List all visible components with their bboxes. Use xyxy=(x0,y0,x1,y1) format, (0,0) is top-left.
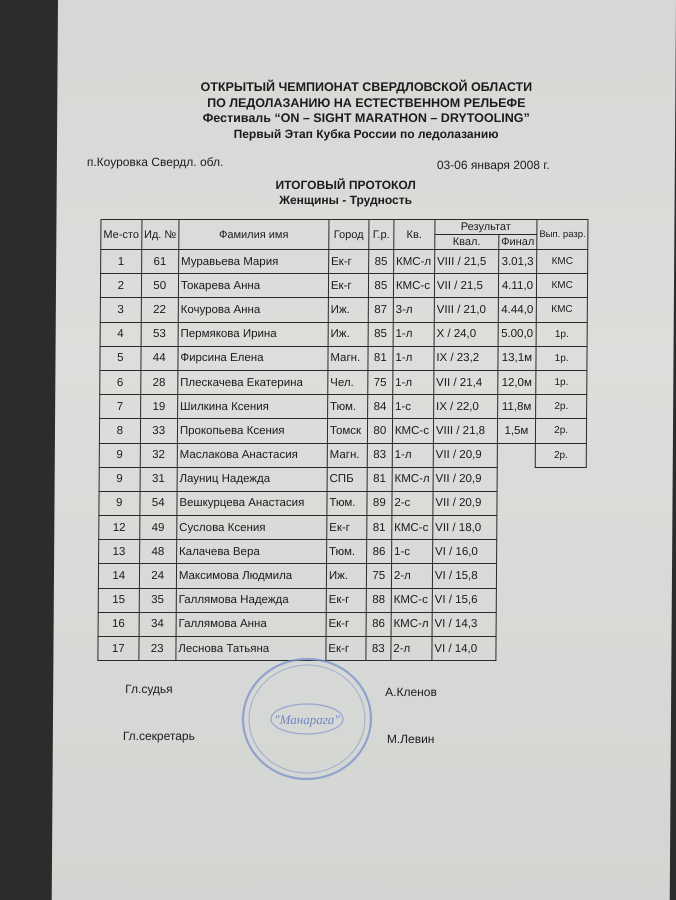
table-row xyxy=(101,250,588,274)
row-result-qual: VIII / 21,0 xyxy=(434,298,498,322)
row-id: 23 xyxy=(138,637,175,661)
row-result-final xyxy=(496,588,534,612)
table-row xyxy=(99,516,586,540)
table-row xyxy=(99,443,586,467)
row-result-qual: X / 24,0 xyxy=(434,322,498,346)
row-qualification: 1-с xyxy=(392,395,433,419)
organization-stamp xyxy=(239,655,376,783)
row-qualification: КМС-л xyxy=(392,467,433,491)
row-result-qual: VI / 15,8 xyxy=(432,564,496,588)
header-name: Фамилия имя xyxy=(179,220,329,250)
row-result-final xyxy=(497,516,535,540)
row-city: Ек-г xyxy=(327,516,367,540)
row-name: Фирсина Елена xyxy=(178,346,328,370)
row-result-final: 11,8м xyxy=(497,395,535,419)
row-id: 28 xyxy=(140,370,177,394)
row-year: 83 xyxy=(367,443,392,467)
header-year: Г.р. xyxy=(369,220,394,250)
table-row xyxy=(100,395,587,419)
row-result-final xyxy=(496,612,534,636)
table-row xyxy=(100,274,587,298)
row-city: Магн. xyxy=(327,443,367,467)
row-city: Ек-г xyxy=(326,612,366,636)
row-year: 87 xyxy=(368,298,393,322)
row-id: 61 xyxy=(141,250,178,274)
header-result: Результат xyxy=(435,220,537,235)
row-rank xyxy=(535,540,586,564)
row-result-qual: VI / 15,6 xyxy=(432,588,496,612)
row-id: 44 xyxy=(141,346,178,370)
row-rank xyxy=(534,564,585,588)
row-result-qual: VII / 20,9 xyxy=(433,491,497,515)
row-qualification: 1-л xyxy=(393,322,434,346)
row-qualification: КМС-с xyxy=(392,419,433,443)
row-place: 14 xyxy=(98,564,139,588)
row-qualification: КМС-с xyxy=(393,274,434,298)
row-place: 3 xyxy=(100,298,141,322)
row-result-qual: VII / 21,5 xyxy=(434,274,498,298)
row-rank: 1р. xyxy=(536,322,587,346)
row-qualification: 1-л xyxy=(393,370,434,394)
row-name: Шилкина Ксения xyxy=(177,395,327,419)
row-id: 31 xyxy=(140,467,177,491)
row-city: Ек-г xyxy=(326,637,366,661)
row-qualification: КМС-с xyxy=(392,516,433,540)
row-name: Леснова Татьяна xyxy=(176,637,326,661)
judge-label: Гл.судья xyxy=(125,682,173,696)
row-place: 4 xyxy=(100,322,141,346)
row-city: Магн. xyxy=(328,346,368,370)
row-id: 53 xyxy=(141,322,178,346)
row-name: Прокопьева Ксения xyxy=(177,419,327,443)
table-row xyxy=(99,540,586,564)
table-row xyxy=(100,346,587,370)
row-rank: КМС xyxy=(536,274,587,298)
row-rank xyxy=(534,588,585,612)
header-result-final: Финал xyxy=(499,235,537,250)
header-city: Город xyxy=(329,220,369,250)
table-header-row xyxy=(101,220,588,235)
row-result-qual: VII / 18,0 xyxy=(433,516,497,540)
row-city: Томск xyxy=(327,419,367,443)
row-name: Токарева Анна xyxy=(178,274,328,298)
table-row xyxy=(99,419,586,443)
row-id: 49 xyxy=(139,516,176,540)
row-qualification: 2-л xyxy=(391,564,432,588)
row-result-final xyxy=(496,540,534,564)
row-qualification: КМС-с xyxy=(391,588,432,612)
row-rank: 1р. xyxy=(536,346,587,370)
row-year: 84 xyxy=(367,395,392,419)
row-id: 19 xyxy=(140,395,177,419)
row-rank: 2р. xyxy=(535,443,586,467)
row-year: 85 xyxy=(368,274,393,298)
judge-name: А.Кленов xyxy=(385,685,437,699)
row-result-final xyxy=(497,443,535,467)
title-line-3: Фестиваль “ON – SIGHT MARATHON – DRYTOOLING” xyxy=(202,111,530,125)
table-row xyxy=(99,491,586,515)
row-rank xyxy=(535,516,586,540)
header-result-qual: Квал. xyxy=(435,235,499,250)
row-year: 81 xyxy=(367,467,392,491)
row-name: Плескачева Екатерина xyxy=(178,370,328,394)
title-line-2: ПО ЛЕДОЛАЗАНИЮ НА ЕСТЕСТВЕННОМ РЕЛЬЕФЕ xyxy=(207,96,526,110)
row-place: 16 xyxy=(98,612,139,636)
row-result-final xyxy=(496,637,534,661)
row-name: Суслова Ксения xyxy=(177,516,327,540)
title-line-4: Первый Этап Кубка России по ледолазанию xyxy=(233,127,499,141)
row-rank: КМС xyxy=(537,250,588,274)
row-result-qual: IX / 23,2 xyxy=(434,346,498,370)
row-rank: 2р. xyxy=(535,419,586,443)
row-place: 9 xyxy=(99,443,140,467)
row-city: Иж. xyxy=(326,564,366,588)
row-place: 17 xyxy=(98,637,139,661)
row-year: 88 xyxy=(366,588,391,612)
row-result-qual: VI / 14,3 xyxy=(432,612,496,636)
venue-text: п.Коуровка Свердл. обл. xyxy=(86,155,224,169)
row-id: 48 xyxy=(139,540,176,564)
row-result-qual: VII / 20,9 xyxy=(433,443,497,467)
row-id: 50 xyxy=(141,274,178,298)
row-year: 81 xyxy=(368,346,393,370)
row-rank: 1р. xyxy=(536,370,587,394)
row-result-qual: VI / 14,0 xyxy=(432,637,496,661)
row-name: Калачева Вера xyxy=(176,540,326,564)
secretary-name: М.Левин xyxy=(386,732,435,746)
row-year: 89 xyxy=(367,491,392,515)
row-id: 22 xyxy=(141,298,178,322)
row-result-final: 4.11,0 xyxy=(498,274,536,298)
row-place: 6 xyxy=(100,370,141,394)
protocol-subtitle: Женщины - Трудность xyxy=(279,193,413,207)
title-line-1: ОТКРЫТЫЙ ЧЕМПИОНАТ СВЕРДЛОВСКОЙ ОБЛАСТИ xyxy=(200,80,533,94)
row-qualification: 1-с xyxy=(391,540,432,564)
row-result-final: 13,1м xyxy=(498,346,536,370)
row-name: Галлямова Анна xyxy=(176,612,326,636)
secretary-label: Гл.секретарь xyxy=(122,729,195,743)
table-row xyxy=(99,467,586,491)
row-result-final: 5.00,0 xyxy=(498,322,536,346)
row-city: Тюм. xyxy=(327,491,367,515)
row-city: Чел. xyxy=(328,370,368,394)
header-qualification: Кв. xyxy=(394,220,435,250)
header-place: Ме-сто xyxy=(101,220,142,250)
row-qualification: 2-с xyxy=(392,491,433,515)
row-rank xyxy=(534,637,585,661)
row-id: 33 xyxy=(140,419,177,443)
row-qualification: 1-л xyxy=(392,443,433,467)
row-result-final xyxy=(497,491,535,515)
document-sheet xyxy=(52,0,676,900)
row-place: 2 xyxy=(100,274,141,298)
row-year: 86 xyxy=(366,540,391,564)
table-row xyxy=(100,370,587,394)
table-row xyxy=(98,588,585,612)
row-place: 9 xyxy=(99,467,140,491)
row-result-final: 3.01,3 xyxy=(498,250,536,274)
row-id: 24 xyxy=(139,564,176,588)
row-place: 5 xyxy=(100,346,141,370)
header-rank: Вып. разр. xyxy=(537,220,589,250)
row-city: СПБ xyxy=(327,467,367,491)
row-city: Иж. xyxy=(328,298,368,322)
row-name: Максимова Людмила xyxy=(176,564,326,588)
table-row xyxy=(100,298,587,322)
row-place: 7 xyxy=(100,395,141,419)
table-row xyxy=(98,564,585,588)
row-place: 15 xyxy=(98,588,139,612)
row-place: 8 xyxy=(99,419,140,443)
date-text: 03-06 января 2008 г. xyxy=(436,158,550,172)
row-rank xyxy=(535,467,586,491)
row-id: 34 xyxy=(139,612,176,636)
row-year: 81 xyxy=(367,516,392,540)
row-result-qual: VI / 16,0 xyxy=(432,540,496,564)
row-result-final xyxy=(497,467,535,491)
results-table xyxy=(97,219,588,661)
row-qualification: 1-л xyxy=(393,346,434,370)
row-id: 32 xyxy=(140,443,177,467)
row-rank: КМС xyxy=(536,298,587,322)
row-name: Муравьева Мария xyxy=(178,250,328,274)
row-name: Лауниц Надежда xyxy=(177,467,327,491)
row-year: 85 xyxy=(368,322,393,346)
row-name: Кочурова Анна xyxy=(178,298,328,322)
row-city: Ек-г xyxy=(328,274,368,298)
row-year: 86 xyxy=(366,612,391,636)
stamp-center-text: "Манарага" xyxy=(274,712,340,727)
row-qualification: КМС-л xyxy=(391,612,432,636)
table-row xyxy=(100,322,587,346)
row-year: 85 xyxy=(368,250,393,274)
row-result-qual: IX / 22,0 xyxy=(433,395,497,419)
row-qualification: 3-л xyxy=(393,298,434,322)
row-name: Маслакова Анастасия xyxy=(177,443,327,467)
row-id: 35 xyxy=(139,588,176,612)
row-result-qual: VIII / 21,8 xyxy=(433,419,497,443)
row-result-final: 12,0м xyxy=(498,370,536,394)
row-rank: 2р. xyxy=(536,395,587,419)
row-city: Иж. xyxy=(328,322,368,346)
row-qualification: КМС-л xyxy=(393,250,434,274)
table-row xyxy=(98,612,585,636)
row-name: Пермякова Ирина xyxy=(178,322,328,346)
row-city: Тюм. xyxy=(326,540,366,564)
row-result-qual: VII / 21,4 xyxy=(434,370,498,394)
row-result-qual: VII / 20,9 xyxy=(433,467,497,491)
protocol-title: ИТОГОВЫЙ ПРОТОКОЛ xyxy=(275,178,416,192)
header-id: Ид. № xyxy=(141,220,178,250)
row-result-final: 1,5м xyxy=(497,419,535,443)
row-city: Ек-г xyxy=(326,588,366,612)
table-body xyxy=(98,250,588,661)
row-place: 1 xyxy=(101,250,142,274)
row-place: 9 xyxy=(99,491,140,515)
row-name: Вешкурцева Анастасия xyxy=(177,491,327,515)
row-rank xyxy=(534,612,585,636)
row-place: 12 xyxy=(99,516,140,540)
row-result-final: 4.44,0 xyxy=(498,298,536,322)
row-rank xyxy=(535,491,586,515)
row-id: 54 xyxy=(140,491,177,515)
row-place: 13 xyxy=(99,540,140,564)
row-year: 75 xyxy=(368,370,393,394)
row-city: Тюм. xyxy=(327,395,367,419)
row-result-qual: VIII / 21,5 xyxy=(434,250,498,274)
row-name: Галлямова Надежда xyxy=(176,588,326,612)
row-year: 80 xyxy=(367,419,392,443)
row-year: 75 xyxy=(366,564,391,588)
row-year: 83 xyxy=(366,637,391,661)
row-qualification: 2-л xyxy=(391,637,432,661)
row-result-final xyxy=(496,564,534,588)
row-city: Ек-г xyxy=(328,250,368,274)
